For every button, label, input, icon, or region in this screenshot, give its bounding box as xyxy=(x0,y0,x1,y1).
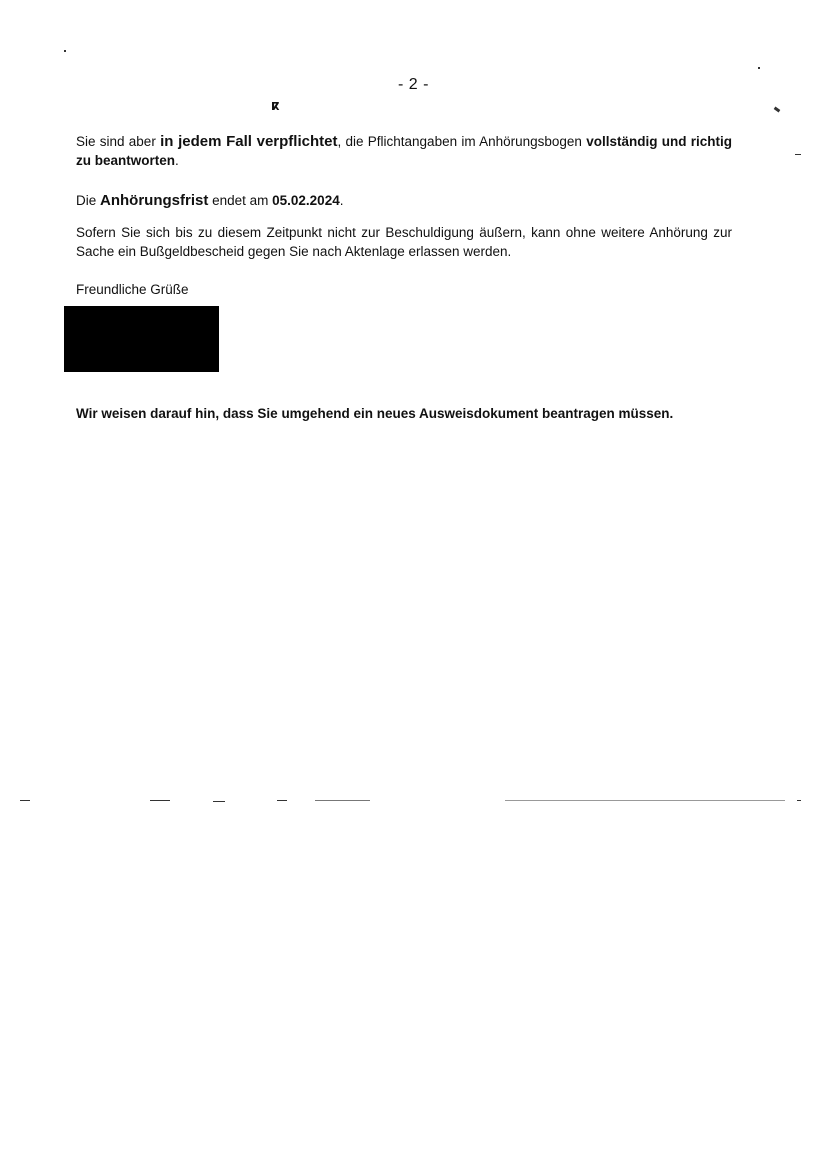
scan-speck xyxy=(758,67,760,69)
id-document-notice: Wir weisen darauf hin, dass Sie umgehend ein neues Ausweisdokument beantragen müssen. xyxy=(76,406,674,421)
scan-speck xyxy=(213,801,225,802)
redacted-signature xyxy=(64,306,219,372)
deadline-middle: endet am xyxy=(208,193,273,208)
deadline-paragraph xyxy=(76,191,732,210)
scan-speck xyxy=(505,800,785,801)
deadline-date: 05.02.2024 xyxy=(272,193,340,208)
scan-speck xyxy=(64,50,66,52)
scan-speck xyxy=(315,800,370,801)
obligation-text-1: Sie sind aber xyxy=(76,134,161,149)
scan-mark: ⴽ xyxy=(271,101,280,113)
obligation-text-4: . xyxy=(175,153,179,168)
obligation-text-3: vollständig und richtig zu beantworten xyxy=(76,134,732,168)
consequence-paragraph: Sofern Sie sich bis zu diesem Zeitpunkt nicht zur Beschuldigung äußern, kann ohne weitere Anhörung zur Sache ein Bußgeldbescheid gegen Sie nach Aktenlage erlassen werden. xyxy=(76,225,732,259)
scan-speck xyxy=(797,800,801,801)
obligation-paragraph xyxy=(76,132,732,170)
scan-speck xyxy=(150,800,170,801)
obligation-text-2: , die Pflichtangaben im Anhörungsbogen xyxy=(337,134,587,149)
deadline-suffix: . xyxy=(339,193,344,208)
deadline-prefix: Die xyxy=(76,193,101,208)
scan-speck xyxy=(795,154,801,155)
scan-speck xyxy=(20,800,30,801)
obligation-emphasis: in jedem Fall verpflichtet xyxy=(160,133,338,150)
page-number: - 2 - xyxy=(398,76,429,93)
scan-speck xyxy=(774,107,781,113)
scan-speck xyxy=(277,800,287,801)
deadline-emphasis: Anhörungsfrist xyxy=(100,192,209,209)
closing-greeting: Freundliche Grüße xyxy=(76,282,189,297)
